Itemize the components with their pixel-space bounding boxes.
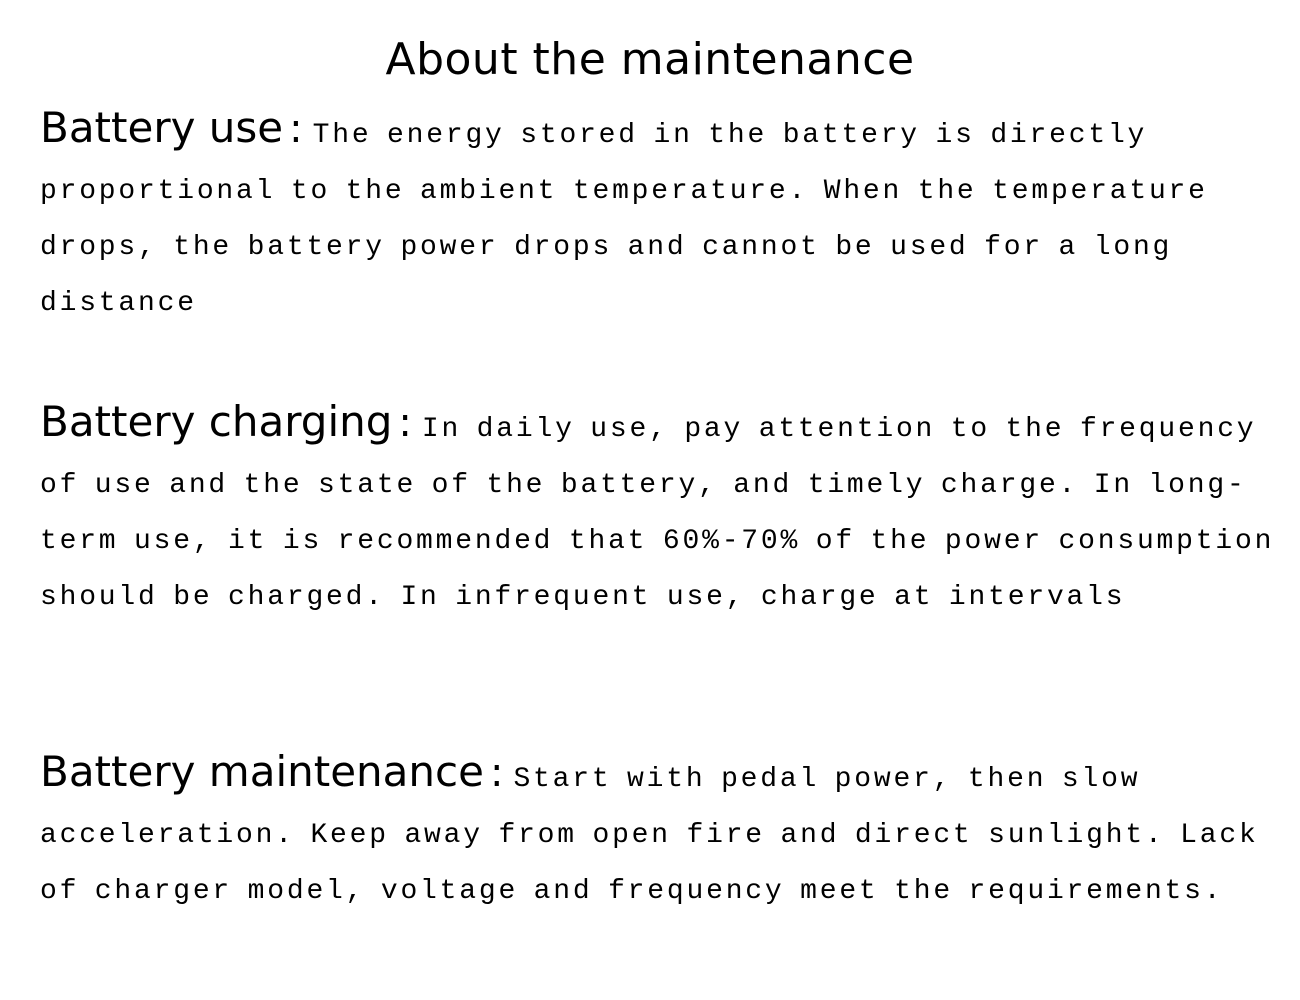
section-body-battery-use: The energy stored in the battery is directly proportional to the ambient temperature. When the temperature drops, the battery power drops and cannot be used for a long distance: [40, 120, 1208, 319]
section-heading-battery-charging: Battery charging: [40, 397, 393, 446]
page-title: About the maintenance: [385, 34, 915, 85]
heading-colon: :: [289, 106, 303, 152]
section-battery-maintenance: [40, 744, 1285, 920]
section-heading-battery-use: Battery use: [40, 103, 284, 152]
section-heading-battery-maintenance: Battery maintenance: [40, 747, 484, 796]
section-body-battery-maintenance: Start with pedal power, then slow acceleration. Keep away from open fire and direct sunlight. Lack of charger model, voltage and frequency meet the requirements.: [40, 764, 1259, 907]
section-battery-charging: [40, 394, 1285, 626]
section-battery-use: [40, 100, 1285, 332]
heading-colon: :: [398, 400, 412, 446]
heading-colon: :: [489, 750, 504, 796]
section-body-battery-charging: In daily use, pay attention to the frequency of use and the state of the battery, and timely charge. In long-term use, it is recommended that 60%-70% of the power consumption should be charged. In infrequent use, charge at intervals: [40, 414, 1275, 613]
